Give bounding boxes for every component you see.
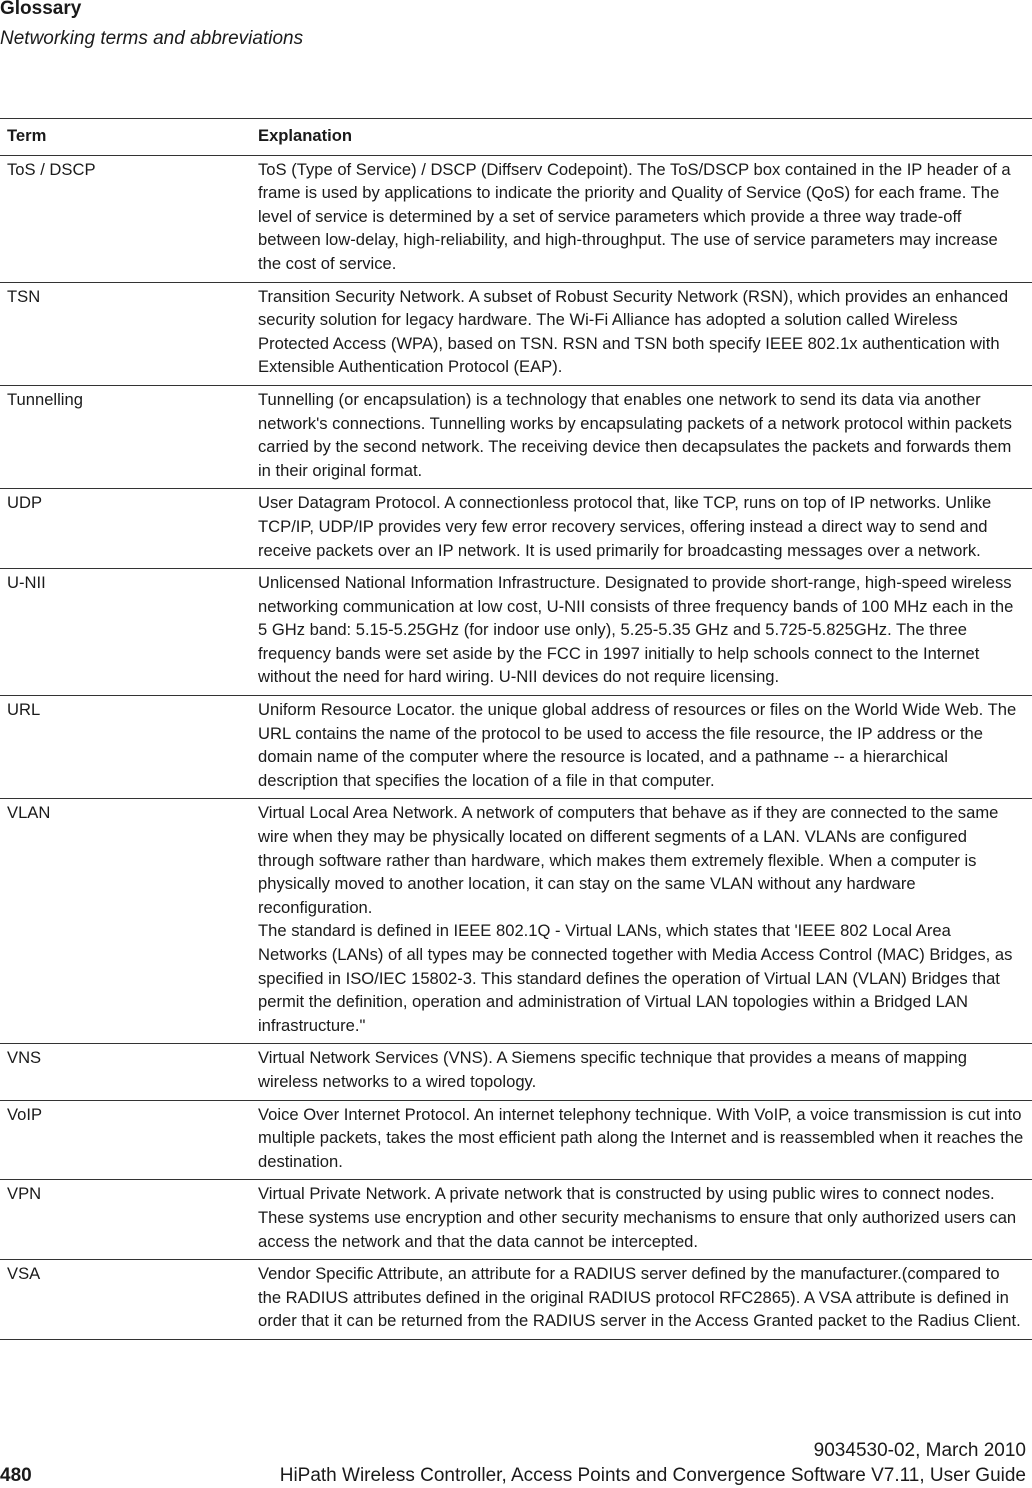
table-row <box>0 155 1032 282</box>
glossary-term: VLAN <box>7 803 51 823</box>
explanation-paragraph: The standard is defined in IEEE 802.1Q - Virtual LANs, which states that 'IEEE 802 Local Area Networks (LANs) of all types may be connected together with Media Access Control (MAC) Bridges, as specified in ISO/IEC 15802-3. This standard defines the operation of Virtual LAN (VLAN) Bridges that permit the definition, operation and administration of Virtual LAN topologies within a Bridged LAN infrastructure." <box>258 921 1013 1035</box>
page-title: Glossary <box>0 0 82 19</box>
table-row <box>0 282 1032 385</box>
table-row <box>0 489 1032 569</box>
explanation-paragraph: Uniform Resource Locator. the unique global address of resources or files on the World Wide Web. The URL contains the name of the protocol to be used to access the file resource, the IP address or the domain name of the computer where the resource is located, and a pathname -- a hierarchical description that specifies the location of a file in that computer. <box>258 700 1017 790</box>
glossary-term: TSN <box>7 286 41 306</box>
glossary-table <box>0 118 1032 1340</box>
glossary-explanation <box>258 696 1032 799</box>
glossary-explanation <box>258 1260 1032 1340</box>
explanation-paragraph: Tunnelling (or encapsulation) is a technology that enables one network to send its data via another network's connections. Tunnelling works by encapsulating packets of a network protocol within packets carried by the second network. The receiving device then decapsulates the packets and forwards them in their original format. <box>258 389 1012 480</box>
glossary-term: VPN <box>7 1184 42 1204</box>
glossary-explanation <box>258 385 1032 488</box>
explanation-paragraph: ToS (Type of Service) / DSCP (Diffserv Codepoint). The ToS/DSCP box contained in the IP header of a frame is used by applications to indicate the priority and Quality of Service (QoS) for each frame. The level of service is determined by a set of service parameters which provide a three way trade-off between low-delay, high-reliability, and high-throughput. The use of service parameters may increase the cost of service. <box>258 159 1011 273</box>
table-row <box>0 1180 1032 1260</box>
footer-doc-number: 9034530-02, March 2010 <box>813 1440 1026 1461</box>
explanation-paragraph: Virtual Network Services (VNS). A Siemens specific technique that provides a means of mapping wireless networks to a wired topology. <box>258 1048 967 1091</box>
glossary-term: ToS / DSCP <box>7 159 96 179</box>
table-row <box>0 1260 1032 1340</box>
glossary-explanation <box>258 799 1032 1044</box>
glossary-explanation <box>258 489 1032 569</box>
glossary-explanation <box>258 1180 1032 1260</box>
table-row <box>0 799 1032 1044</box>
glossary-explanation <box>258 1044 1032 1100</box>
glossary-explanation <box>258 282 1032 385</box>
explanation-paragraph: Voice Over Internet Protocol. An internet telephony technique. With VoIP, a voice transmission is cut into multiple packets, takes the most efficient path along the Internet and is reassembled when it reaches the destination. <box>258 1104 1024 1171</box>
glossary-term: U-NII <box>7 573 46 593</box>
explanation-paragraph: Unlicensed National Information Infrastructure. Designated to provide short-range, high-speed wireless networking communication at low cost, U-NII consists of three frequency bands of 100 MHz each in the 5 GHz band: 5.15-5.25GHz (for indoor use only), 5.25-5.35 GHz and 5.725-5.825GHz. The three frequency bands were set aside by the FCC in 1997 initially to help schools connect to the Internet without the need for hard wiring. U-NII devices do not require licensing. <box>258 573 1014 687</box>
table-row <box>0 1044 1032 1100</box>
glossary-explanation <box>258 1100 1032 1180</box>
explanation-paragraph: Virtual Local Area Network. A network of computers that behave as if they are connected to the same wire when they may be physically located on different segments of a LAN. VLANs are configured through software rather than hardware, which makes them extremely flexible. When a computer is physically moved to another location, it can stay on the same VLAN without any hardware reconfiguration. <box>258 803 999 917</box>
table-row <box>0 385 1032 488</box>
glossary-explanation <box>258 155 1032 282</box>
footer-doc-title: HiPath Wireless Controller, Access Points and Convergence Software V7.11, User Guide <box>279 1465 1026 1486</box>
explanation-paragraph: Vendor Specific Attribute, an attribute for a RADIUS server defined by the manufacturer.(compared to the RADIUS attributes defined in the original RADIUS protocol RFC2865). A VSA attribute is defined in order that it can be returned from the RADIUS server in the Access Granted packet to the Radius Client. <box>258 1264 1021 1331</box>
glossary-term: Tunnelling <box>7 389 83 409</box>
footer-page-number: 480 <box>0 1465 32 1486</box>
glossary-term: VoIP <box>7 1104 43 1124</box>
explanation-paragraph: Virtual Private Network. A private network that is constructed by using public wires to connect nodes. These systems use encryption and other security mechanisms to ensure that only authorized users can access the network and that the data cannot be intercepted. <box>258 1184 1017 1251</box>
table-row <box>0 569 1032 696</box>
glossary-term: UDP <box>7 493 43 513</box>
glossary-term: VNS <box>7 1048 42 1068</box>
table-row <box>0 696 1032 799</box>
glossary-term: URL <box>7 700 41 720</box>
explanation-paragraph: Transition Security Network. A subset of Robust Security Network (RSN), which provides an enhanced security solution for legacy hardware. The Wi-Fi Alliance has adopted a solution called Wireless Protected Access (WPA), based on TSN. RSN and TSN both specify IEEE 802.1x authentication with Extensible Authentication Protocol (EAP). <box>258 286 1009 377</box>
explanation-paragraph: User Datagram Protocol. A connectionless protocol that, like TCP, runs on top of IP networks. Unlike TCP/IP, UDP/IP provides very few error recovery services, offering instead a direct way to send and receive packets over an IP network. It is used primarily for broadcasting messages over a network. <box>258 493 992 560</box>
glossary-explanation <box>258 569 1032 696</box>
table-header-row <box>0 119 1032 156</box>
glossary-term: VSA <box>7 1264 41 1284</box>
column-header-explanation: Explanation <box>258 126 353 145</box>
page-subtitle: Networking terms and abbreviations <box>0 28 304 49</box>
column-header-term: Term <box>7 126 47 145</box>
glossary-body <box>0 155 1032 1339</box>
table-row <box>0 1100 1032 1180</box>
